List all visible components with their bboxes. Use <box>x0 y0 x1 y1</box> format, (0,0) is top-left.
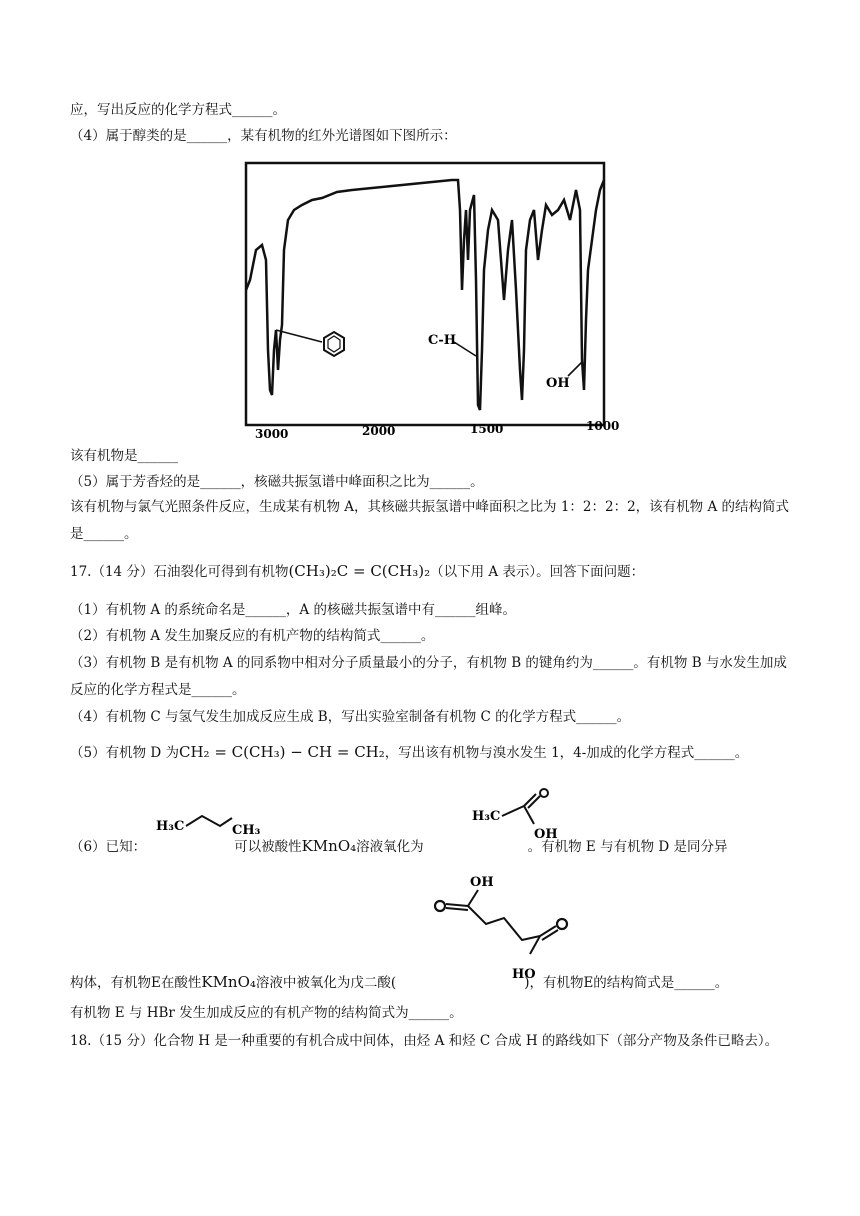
ir-spectrum-figure <box>242 150 620 442</box>
q17-stem-post: （以下用 A 表示）。回答下面问题： <box>430 564 645 580</box>
q17-5-post: ，写出该有机物与溴水发生 1，4-加成的化学方程式______。 <box>384 745 749 761</box>
svg-text:H₃C: H₃C <box>472 809 501 824</box>
svg-text:HO: HO <box>512 967 536 982</box>
q17-1: （1）有机物 A 的系统命名是______，A 的核磁共振氢谱中有______组峰。 <box>70 602 516 618</box>
svg-text:CH₃: CH₃ <box>232 823 260 838</box>
svg-text:OH: OH <box>470 875 494 890</box>
q17-stem-pre: 17.（14 分）石油裂化可得到有机物 <box>70 564 289 580</box>
q17-2: （2）有机物 A 发生加聚反应的有机产物的结构简式______。 <box>70 628 435 644</box>
q17-5 <box>70 742 748 763</box>
line-compound: 该有机物是______ <box>70 448 178 464</box>
q17-3: （3）有机物 B 是有机物 A 的同系物中相对分子质量最小的分子，有机物 B 的键角约为______。有机物 B 与水发生加成反应的化学方程式是______。 <box>70 655 787 698</box>
tick-3000: 3000 <box>255 427 289 441</box>
oxygen-atom <box>540 789 548 797</box>
q17-5-pre: （5）有机物 D 为 <box>70 745 179 761</box>
q17-6c: 有机物 E 与 HBr 发生加成反应的有机产物的结构简式为______。 <box>70 1005 463 1021</box>
ir-spectrum-chart <box>242 150 620 442</box>
q17-formula-a: (CH₃)₂C = C(CH₃)₂ <box>288 562 431 580</box>
q17-6: （6）已知： 可以被酸性KMnO₄溶液氧化为 。有机物 E 与有机物 D 是同分异 <box>70 837 728 855</box>
q17-formula-d: CH₂ = C(CH₃) − CH = CH₂ <box>179 743 385 761</box>
q17-stem <box>70 561 644 582</box>
line-chlorination: 该有机物与氯气光照条件反应，生成某有机物 A，其核磁共振氢谱中峰面积之比为 1：2：2：2，该有机物 A 的结构简式是______。 <box>70 499 790 542</box>
svg-text:H₃C: H₃C <box>156 819 185 834</box>
line-q4: （4）属于醇类的是______，某有机物的红外光谱图如下图所示： <box>70 128 457 144</box>
q18-stem: 18.（15 分）化合物 H 是一种重要的有机合成中间体，由烃 A 和烃 C 合成 H 的路线如下（部分产物及条件已略去）。 <box>70 1033 779 1049</box>
oh-label: OH <box>546 376 570 391</box>
tick-1500: 1500 <box>470 422 504 436</box>
ch-label: C-H <box>428 333 457 348</box>
tick-2000: 2000 <box>362 424 396 438</box>
line-q5: （5）属于芳香烃的是______，核磁共振氢谱中峰面积之比为______。 <box>70 474 484 490</box>
glutaric-acid-structure <box>432 868 572 988</box>
q17-6b: 构体，有机物E在酸性KMnO₄溶液中被氧化为戊二酸( )，有机物E的结构简式是______。 <box>70 973 729 991</box>
q17-4: （4）有机物 C 与氢气发生加成反应生成 B，写出实验室制备有机物 C 的化学方程式______。 <box>70 709 631 725</box>
svg-text:OH: OH <box>534 827 558 842</box>
line-equation: 应，写出反应的化学方程式______。 <box>70 102 286 118</box>
tick-1000: 1000 <box>586 419 620 433</box>
